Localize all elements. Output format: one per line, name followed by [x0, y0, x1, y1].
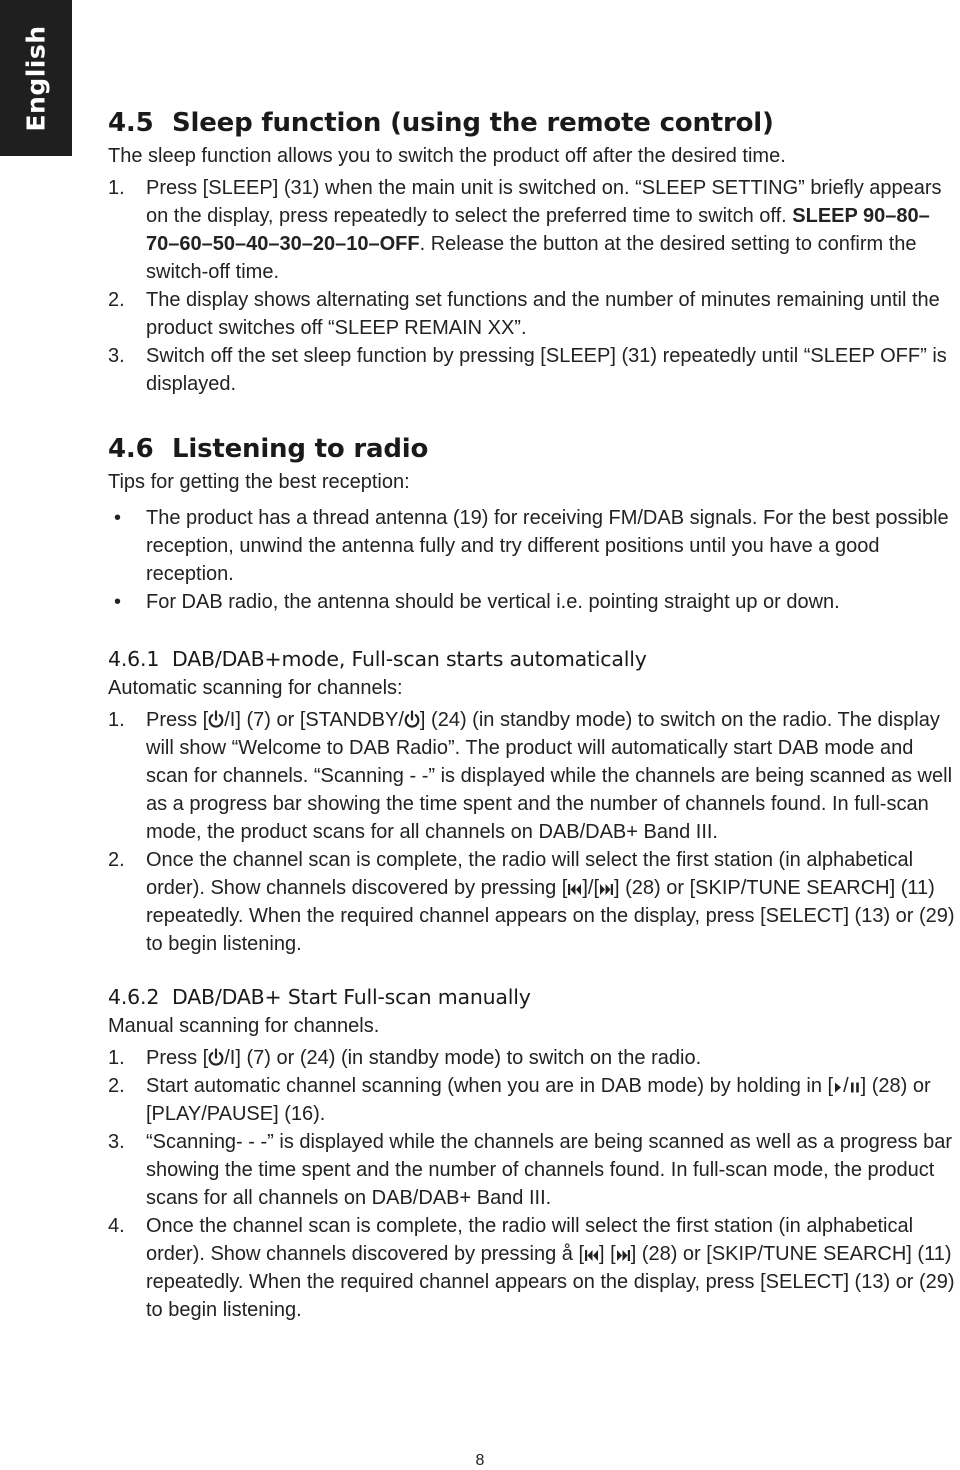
skip-forward-icon [616, 1248, 631, 1263]
list-item: 2. The display shows alternating set functions and the number of minutes remaining until the product switches off “SLEEP REMAIN XX”. [108, 289, 940, 339]
bullet-list [108, 504, 958, 616]
power-icon [208, 710, 224, 729]
language-label: English [21, 24, 51, 132]
list-item: 4. Once the channel scan is complete, the radio will select the first station (in alphabetical order). Show channels discovered by pressing å [ ] [ ] (28) or [SKIP/TUNE SEARCH] (11) repeatedly. When the required channel appears on the display, press [SELECT] (13) or (29) to begin listening. [108, 1215, 955, 1321]
section-intro: Manual scanning for channels. [108, 1015, 380, 1037]
pause-icon [849, 1080, 861, 1095]
section-dab-manual-scan [108, 982, 958, 1324]
list-item: 1. Press [ /I] (7) or [STANDBY/ ] (24) (in standby mode) to switch on the radio. The display will show “Welcome to DAB Radio”. The product will automatically start DAB mode and scan for channels. “Scanning - -” is displayed while the channels are being scanned as well as a progress bar showing the time spent and the number of channels found. In full-scan mode, the product scans for all channels on DAB/DAB+ Band III. [108, 709, 953, 843]
section-heading: 4.5 Sleep function (using the remote control) [108, 108, 774, 138]
section-sleep-function [108, 104, 958, 398]
sleep-times: SLEEP 90–80–70–60–50–40–30–20–10–OFF [146, 205, 930, 255]
subsection-heading: 4.6.1 DAB/DAB+mode, Full-scan starts automatically [108, 647, 647, 671]
numbered-list [108, 174, 958, 398]
skip-forward-icon [599, 882, 614, 897]
skip-back-icon [567, 882, 582, 897]
list-item: 1. Press [ /I] (7) or (24) (in standby mode) to switch on the radio. [108, 1047, 702, 1069]
list-item: 3. “Scanning- - -” is displayed while the channels are being scanned as well as a progress bar showing the time spent and the number of channels found. In full-scan mode, the product scans for all channels on DAB/DAB+ Band III. [108, 1131, 952, 1209]
list-item: • The product has a thread antenna (19) for receiving FM/DAB signals. For the best possible reception, unwind the antenna fully and try different positions until you have a good reception. [108, 504, 958, 588]
section-heading: 4.6 Listening to radio [108, 434, 429, 464]
play-icon [833, 1080, 843, 1095]
page-number: 8 [475, 1452, 485, 1469]
bullet-icon: • [114, 591, 122, 613]
subsection-heading: 4.6.2 DAB/DAB+ Start Full-scan manually [108, 985, 531, 1009]
manual-content [108, 104, 958, 1324]
section-dab-auto-scan [108, 644, 958, 958]
list-item: 3. Switch off the set sleep function by pressing [SLEEP] (31) repeatedly until “SLEEP OFF” is displayed. [108, 345, 947, 395]
language-tab [0, 0, 72, 156]
list-item: • For DAB radio, the antenna should be vertical i.e. pointing straight up or down. [108, 588, 958, 616]
list-item: 2. Start automatic channel scanning (when you are in DAB mode) by holding in [ / ] (28) or [PLAY/PAUSE] (16). [108, 1075, 931, 1125]
bullet-icon: • [114, 507, 122, 529]
list-item: 2. Once the channel scan is complete, the radio will select the first station (in alphabetical order). Show channels discovered by pressing [ ]/[ ] (28) or [SKIP/TUNE SEARCH] (11) repeatedly. When the required channel appears on the display, press [SELECT] (13) or (29) to begin listening. [108, 849, 955, 955]
section-listening-to-radio [108, 430, 958, 616]
section-intro: Tips for getting the best reception: [108, 471, 410, 493]
section-intro: Automatic scanning for channels: [108, 677, 403, 699]
power-icon [208, 1048, 224, 1067]
skip-back-icon [584, 1248, 599, 1263]
list-item: 1. Press [SLEEP] (31) when the main unit is switched on. “SLEEP SETTING” briefly appears on the display, press repeatedly to select the preferred time to switch off. SLEEP 90–80–70–60–50–40–30–20–10–OFF. Release the button at the desired setting to confirm the switch-off time. [108, 177, 942, 283]
power-icon [404, 710, 420, 729]
numbered-list [108, 706, 958, 958]
section-intro: The sleep function allows you to switch the product off after the desired time. [108, 145, 786, 167]
numbered-list [108, 1044, 958, 1324]
